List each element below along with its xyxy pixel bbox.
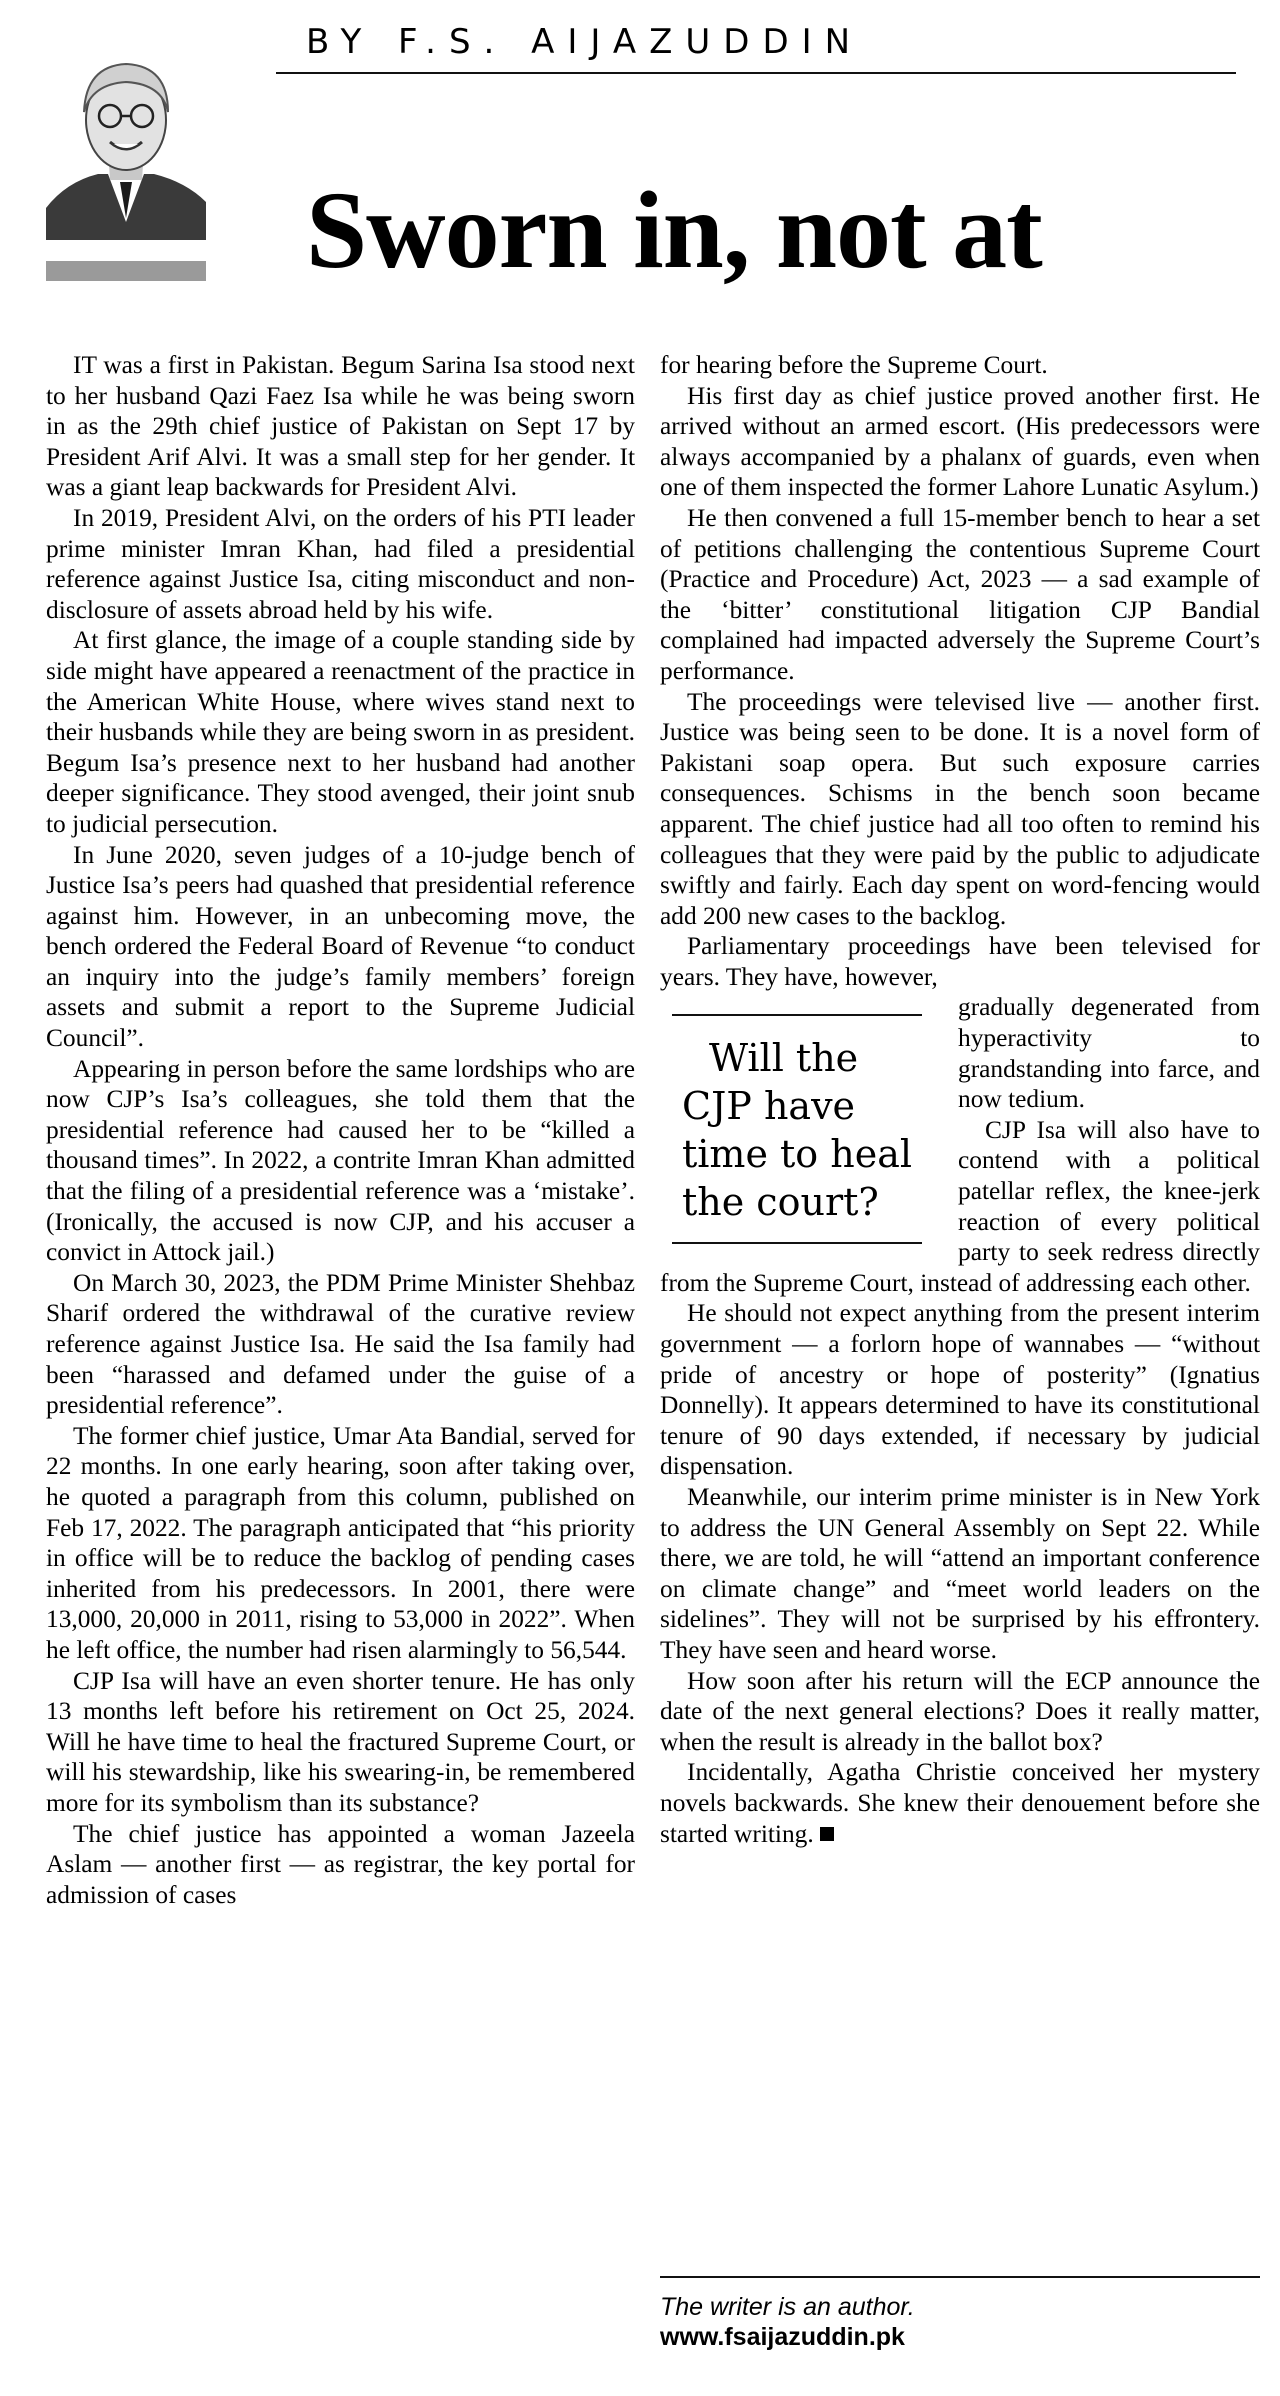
- paragraph: The proceedings were televised live — another first. Justice was being seen to be done. It is a novel form of Pakistani soap opera. But such exposure carries consequences. Schisms in the bench soon became apparent. The chief justice had all too often to remind his colleagues that they were paid by the public to adjudicate swiftly and fairly. Each day spent on word-fencing would add 200 new cases to the backlog.: [660, 687, 1260, 930]
- right-column: [660, 350, 1260, 1849]
- paragraph: He then convened a full 15-member bench to hear a set of petitions challenging the contentious Supreme Court (Practice and Procedure) Act, 2023 — a sad example of the ‘bitter’ constitutional litigation CJP Bandial complained had impacted adversely the Supreme Court’s performance.: [660, 503, 1260, 685]
- pull-quote-text: Will the CJP have time to heal the court?: [682, 1036, 913, 1225]
- byline-rule: [276, 72, 1236, 74]
- author-website[interactable]: www.fsaijazuddin.pk: [660, 2323, 905, 2351]
- byline: BY F.S. AIJAZUDDIN: [306, 22, 864, 62]
- paragraph: Parliamentary proceedings have been televised for years. They have, however,: [660, 932, 1260, 991]
- paragraph: In 2019, President Alvi, on the orders of his PTI leader prime minister Imran Khan, had filed a presidential reference against Justice Isa, citing misconduct and non-disclosure of assets abroad held by his wife.: [46, 503, 635, 624]
- paragraph: for hearing before the Supreme Court.: [660, 351, 1048, 379]
- author-portrait-illustration: [46, 32, 206, 240]
- paragraph: He should not expect anything from the present interim government — a forlorn hope of wannabes — “without pride of ancestry or hope of posterity” (Ignatius Donnelly). It appears determined to have its constitutional tenure of 90 days extended, if necessary by judicial dispensation.: [660, 1299, 1260, 1481]
- paragraph: His first day as chief justice proved another first. He arrived without an armed escort. (His predecessors were always accompanied by a phalanx of guards, even when one of them inspected the former Lahore Lunatic Asylum.): [660, 381, 1260, 502]
- pull-quote-rule: [672, 1014, 922, 1016]
- paragraph: gradually degenerated from hyperactivity to grandstanding into farce, and now tedium.: [958, 993, 1260, 1114]
- paragraph: IT was a first in Pakistan. Begum Sarina Isa stood next to her husband Qazi Faez Isa while he was being sworn in as the 29th chief justice of Pakistan on Sept 17 by President Arif Alvi. It was a small step for her gender. It was a giant leap backwards for President Alvi.: [46, 351, 635, 502]
- author-portrait: [46, 32, 206, 240]
- paragraph: CJP Isa will also have to contend with a political patellar reflex, the knee-jerk reaction of every political party to seek redress directly from the Supreme Court, instead of addressing each other.: [660, 1115, 1260, 1297]
- paragraph: CJP Isa will have an even shorter tenure. He has only 13 months left before his retirement on Oct 25, 2024. Will he have time to heal the fractured Supreme Court, or will his stewardship, like his swearing-in, be remembered more for its symbolism than its substance?: [46, 1666, 635, 1817]
- paragraph: How soon after his return will the ECP announce the date of the next general elections? Does it really matter, when the result is already in the ballot box?: [660, 1666, 1260, 1756]
- pull-quote-rule: [672, 1242, 922, 1244]
- paragraph: In June 2020, seven judges of a 10-judge bench of Justice Isa’s peers had quashed that presidential reference against him. However, in an unbecoming move, the bench ordered the Federal Board of Revenue “to conduct an inquiry into the judge’s family members’ foreign assets and submit a report to the Supreme Judicial Council”.: [46, 840, 635, 1053]
- left-column: [46, 350, 635, 1910]
- paragraph: On March 30, 2023, the PDM Prime Minister Shehbaz Sharif ordered the withdrawal of the curative review reference against Justice Isa. He said the Isa family had been “harassed and defamed under the guise of a presidential reference”.: [46, 1268, 635, 1420]
- paragraph: At first glance, the image of a couple standing side by side might have appeared a reenactment of the practice in the American White House, where wives stand next to their husbands while they are being sworn in as president. Begum Isa’s presence next to her husband had another deeper significance. They stood avenged, their joint snub to judicial persecution.: [46, 626, 635, 838]
- author-footer: [660, 2276, 1260, 2352]
- paragraph-final-text: Incidentally, Agatha Christie conceived her mystery novels backwards. She knew their denouement before she started writing.: [660, 1758, 1260, 1848]
- paragraph: Meanwhile, our interim prime minister is in New York to address the UN General Assembly on Sept 22. While there, we are told, he will “attend an important conference on climate change” and “meet world leaders on the sidelines”. They will not be surprised by his effrontery. They have seen and heard worse.: [660, 1482, 1260, 1664]
- footer-rule: [660, 2276, 1260, 2278]
- article-header: [0, 0, 1280, 300]
- end-mark-icon: [820, 1827, 834, 1841]
- pull-quote: [658, 1014, 938, 1244]
- paragraph: Appearing in person before the same lordships who are now CJP’s Isa’s colleagues, she told them that the presidential reference had caused her to be “killed a thousand times”. In 2022, a contrite Imran Khan admitted that the filing of a presidential reference was a ‘mistake’. (Ironically, the accused is now CJP, and his accuser a convict in Attock jail.): [46, 1054, 635, 1267]
- paragraph-final: [660, 1757, 1260, 1849]
- paragraph: The chief justice has appointed a woman Jazeela Aslam — another first — as registrar, the key portal for admission of cases: [46, 1819, 635, 1909]
- author-note: The writer is an author.: [660, 2293, 915, 2321]
- paragraph: The former chief justice, Umar Ata Bandial, served for 22 months. In one early hearing, soon after taking over, he quoted a paragraph from this column, published on Feb 17, 2022. The paragraph anticipated that “his priority in office will be to reduce the backlog of pending cases inherited from his predecessors. In 2001, there were 13,000, 20,000 in 2011, rising to 53,000 in 2022”. When he left office, the number had risen alarmingly to 56,544.: [46, 1421, 635, 1664]
- portrait-shade-bar: [46, 261, 206, 281]
- headline: Sworn in, not at: [306, 169, 1042, 291]
